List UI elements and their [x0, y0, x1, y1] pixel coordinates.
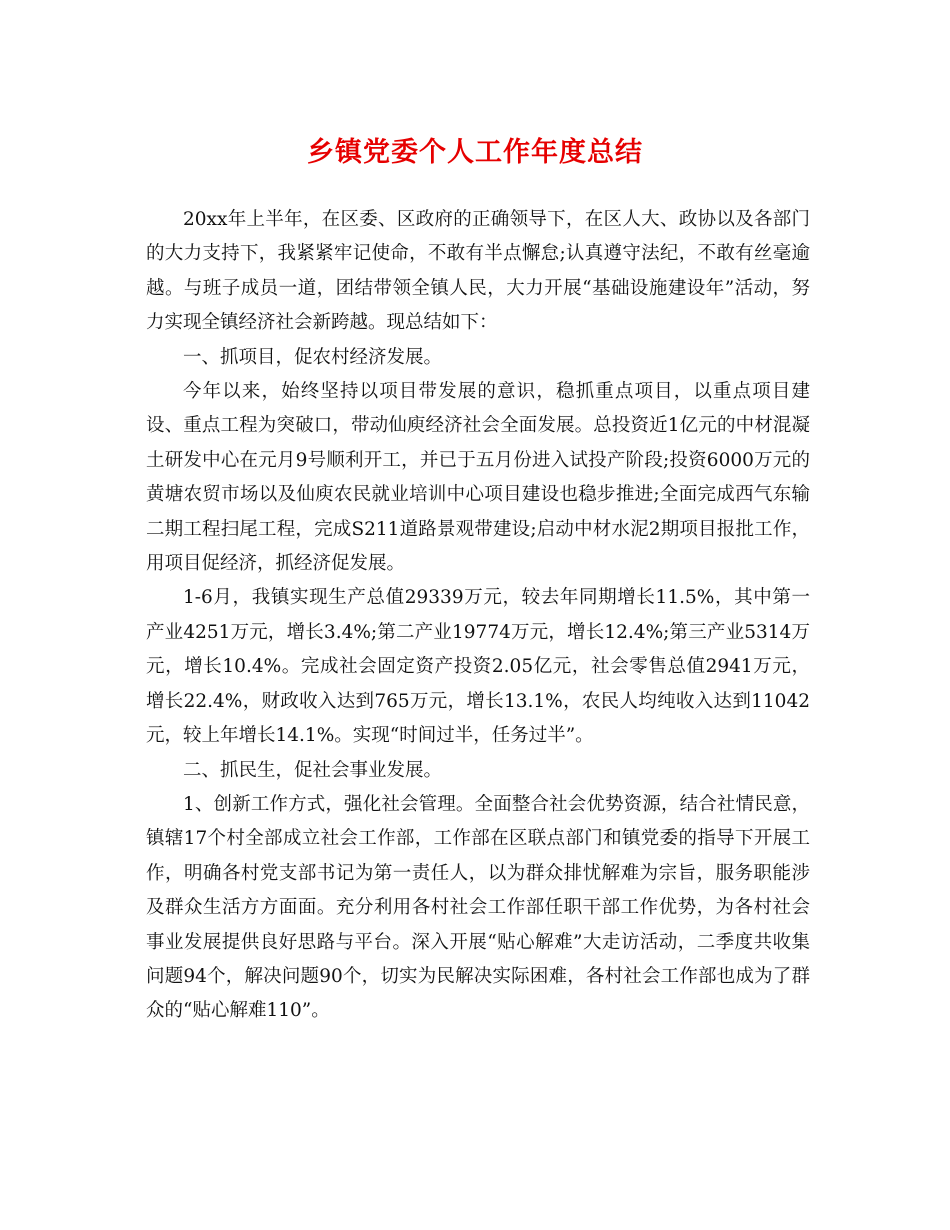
- social-management-paragraph: 1、创新工作方式，强化社会管理。全面整合社会优势资源，结合社情民意，镇辖17个村全部成立社会工作部，工作部在区联点部门和镇党委的指导下开展工作，明确各村党支部书记为第一责任人，以为群众排忧解难为宗旨，服务职能涉及群众生活方方面面。充分利用各村社会工作部任职干部工作优势，为各村社会事业发展提供良好思路与平台。深入开展“贴心解难”大走访活动，二季度共收集问题94个，解决问题90个，切实为民解决实际困难，各村社会工作部也成为了群众的“贴心解难110”。: [146, 793, 810, 1022]
- intro-paragraph: 20xx年上半年，在区委、区政府的正确领导下，在区人大、政协以及各部门的大力支持下，我紧紧牢记使命，不敢有半点懈怠;认真遵守法纪，不敢有丝毫逾越。与班子成员一道，团结带领全镇人民，大力开展“基础设施建设年”活动，努力实现全镇经济社会新跨越。现总结如下：: [146, 209, 810, 334]
- projects-paragraph: 今年以来，始终坚持以项目带发展的意识，稳抓重点项目，以重点项目建设、重点工程为突破口，带动仙庾经济社会全面发展。总投资近1亿元的中材混凝土研发中心在元月9号顺利开工，并已于五月份进入试投产阶段;投资6000万元的黄塘农贸市场以及仙庾农民就业培训中心项目建设也稳步推进;全面完成西气东输二期工程扫尾工程，完成S211道路景观带建设;启动中材水泥2期项目报批工作，用项目促经济，抓经济促发展。: [146, 381, 810, 575]
- document-body: [146, 203, 810, 1029]
- section-heading-projects: 一、抓项目，促农村经济发展。: [183, 346, 443, 368]
- section-heading-livelihood: 二、抓民生，促社会事业发展。: [183, 759, 443, 781]
- statistics-paragraph: 1-6月，我镇实现生产总值29339万元，较去年同期增长11.5%，其中第一产业4251万元，增长3.4%;第二产业19774万元，增长12.4%;第三产业5314万元，增长10.4%。完成社会固定资产投资2.05亿元，社会零售总值2941万元，增长22.4%，财政收入达到765万元，增长13.1%，农民人均纯收入达到11042元，较上年增长14.1%。实现“时间过半，任务过半”。: [146, 587, 810, 747]
- document-title: 乡镇党委个人工作年度总结: [307, 137, 643, 168]
